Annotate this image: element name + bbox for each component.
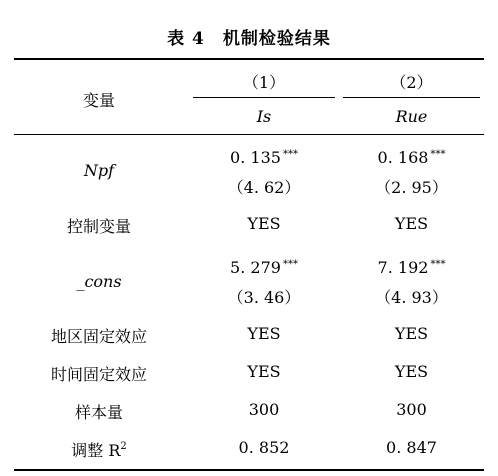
value-cell: 0. 852 — [238, 438, 290, 457]
column-number-1: （1） — [242, 73, 286, 92]
table-title: 表 4 机制检验结果 — [167, 29, 331, 49]
row-label — [14, 438, 184, 461]
t-statistic: （3. 46） — [227, 288, 301, 307]
column-name-1: Is — [256, 107, 272, 126]
row-label: Npf — [83, 161, 115, 180]
significance-stars: *** — [282, 149, 298, 160]
column-name-2: Rue — [395, 107, 428, 126]
coefficient-value: 0. 135 — [230, 148, 281, 167]
variable-header: 变量 — [82, 91, 115, 110]
row-label: 地区固定效应 — [50, 327, 147, 346]
value-cell: YES — [247, 214, 281, 233]
column-number-2: （2） — [390, 73, 433, 92]
coefficient-cell — [343, 258, 480, 277]
value-cell: YES — [394, 214, 429, 233]
row-label-superscript: 2 — [120, 441, 127, 452]
row-label: 时间固定效应 — [50, 365, 147, 384]
coefficient-value: 7. 192 — [377, 258, 429, 277]
column-2-subrule — [343, 97, 480, 98]
significance-stars: *** — [282, 259, 298, 270]
row-label-text: 调整 R — [71, 441, 121, 460]
coefficient-value: 5. 279 — [230, 258, 281, 277]
t-statistic: （4. 62） — [227, 178, 301, 197]
row-label: _cons — [76, 272, 122, 291]
header-rule — [14, 134, 484, 135]
top-rule — [14, 58, 484, 60]
value-cell: YES — [394, 362, 429, 381]
bottom-rule — [14, 469, 484, 471]
t-statistic: （2. 95） — [375, 178, 448, 197]
coefficient-cell — [193, 258, 335, 277]
value-cell: 300 — [396, 400, 427, 419]
t-statistic: （4. 93） — [375, 288, 448, 307]
value-cell: YES — [247, 362, 281, 381]
value-cell: 300 — [248, 400, 280, 419]
significance-stars: *** — [430, 259, 446, 270]
value-cell: 0. 847 — [386, 438, 437, 457]
row-label: 样本量 — [74, 403, 123, 422]
coefficient-value: 0. 168 — [377, 148, 429, 167]
row-label: 控制变量 — [66, 217, 131, 236]
value-cell: YES — [394, 324, 429, 343]
coefficient-cell — [343, 148, 480, 167]
coefficient-cell — [193, 148, 335, 167]
significance-stars: *** — [430, 149, 446, 160]
value-cell: YES — [247, 324, 281, 343]
column-1-subrule — [193, 97, 335, 98]
